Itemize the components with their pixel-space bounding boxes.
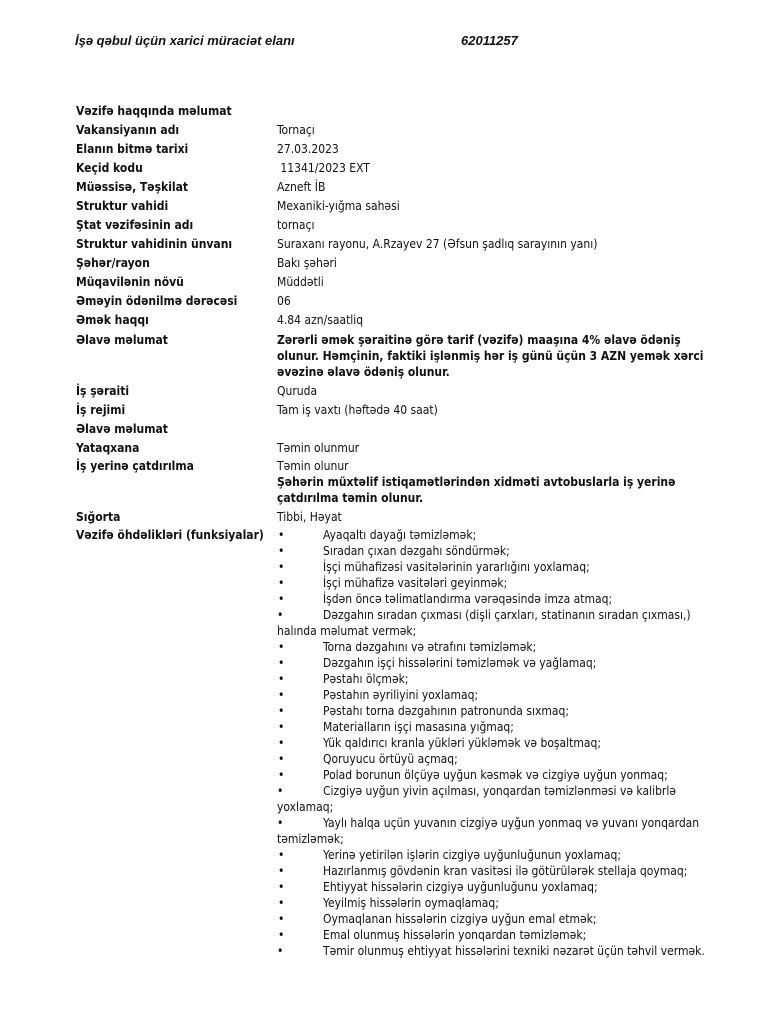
field-value xyxy=(277,458,726,506)
field-label: Sığorta xyxy=(76,510,121,524)
field-row-dormitory xyxy=(76,439,726,458)
list-item xyxy=(277,943,726,959)
field-label: Əmək haqqı xyxy=(76,313,149,327)
duty-text: Ayaqaltı dayağı təmizləmək; xyxy=(323,528,477,542)
duty-text: Təmir olunmuş ehtiyyat hissələrini texniki nəzarət üçün təhvil vermək. xyxy=(323,944,705,958)
list-item xyxy=(277,879,726,895)
field-label: Elanın bitmə tarixi xyxy=(76,142,189,156)
transport-status: Təmin olunur xyxy=(277,459,349,473)
vacancy-info-table xyxy=(76,103,726,959)
bullet-icon: • xyxy=(278,752,285,766)
list-item xyxy=(277,559,726,575)
field-value: Tibbi, Həyat xyxy=(277,510,342,524)
duty-text: Yaylı halqa uçün yuvanın cizgiyə uyğun yonmaq və yuvanı yonqardan təmizləmək; xyxy=(277,816,700,846)
document-header xyxy=(75,33,695,51)
field-label: Əlavə məlumat xyxy=(76,422,168,436)
field-row xyxy=(76,121,726,140)
duty-text: Materialların işçi masasına yığmaq; xyxy=(323,720,514,734)
list-item xyxy=(277,863,726,879)
document-title: İşə qəbul üçün xarici müraciət elanı xyxy=(75,33,295,48)
field-value: Quruda xyxy=(277,384,318,398)
field-row xyxy=(76,273,726,292)
duty-text: Pəstahı ölçmək; xyxy=(323,672,409,686)
field-list xyxy=(76,121,726,330)
duty-text: İşçi mühafizəsi vasitələrinin yararlığını yoxlamaq; xyxy=(323,560,590,574)
list-item xyxy=(277,591,726,607)
field-value: Zərərli əmək şəraitinə görə tarif (vəzifə) maaşına 4% əlavə ödəniş olunur. Həmçinin, faktiki işlənmiş hər iş günü üçün 3 AZN yemək xərci əvəzinə əlavə ödəniş olunur. xyxy=(277,333,704,379)
bullet-icon: • xyxy=(278,928,285,942)
field-value xyxy=(277,420,726,439)
list-item xyxy=(277,655,726,671)
field-label: Vakansiyanın adı xyxy=(76,123,180,137)
duty-text: Dəzgahın sıradan çıxması (dişli çarxları, statinanın sıradan çıxması,) halında məlumat vermək; xyxy=(277,608,691,638)
field-label: Müqavilənin növü xyxy=(76,275,184,289)
field-label: Keçid kodu xyxy=(76,161,143,175)
field-label: Yataqxana xyxy=(76,441,140,455)
bullet-icon: • xyxy=(277,784,284,798)
bullet-icon: • xyxy=(278,592,285,606)
duty-text: Qoruyucu örtüyü açmaq; xyxy=(323,752,458,766)
bullet-icon: • xyxy=(278,768,285,782)
duty-text: Sıradan çıxan dəzgahı söndürmək; xyxy=(323,544,510,558)
field-label: Ştat vəzifəsinin adı xyxy=(76,218,194,232)
field-label: Şəhər/rayon xyxy=(76,256,150,270)
field-row-insurance xyxy=(76,508,726,527)
bullet-icon: • xyxy=(278,912,285,926)
duty-text: Yeyilmiş hissələrin oymaqlamaq; xyxy=(323,896,499,910)
list-item xyxy=(277,767,726,783)
field-value: Azneft İB xyxy=(277,180,326,194)
bullet-icon: • xyxy=(277,816,284,830)
field-row xyxy=(76,178,726,197)
vacancy-code: 62011257 xyxy=(461,33,518,48)
field-label: İş şəraiti xyxy=(76,384,130,398)
bullet-icon: • xyxy=(278,704,285,718)
field-row xyxy=(76,235,726,254)
field-value: Mexaniki-yığma sahəsi xyxy=(277,199,400,213)
transport-details: Şəhərin müxtəlif istiqamətlərindən xidməti avtobuslarla iş yerinə çatdırılma təmin olunur. xyxy=(277,475,676,505)
bullet-icon: • xyxy=(278,576,285,590)
field-label: Vəzifə öhdəlikləri (funksiyalar) xyxy=(76,528,264,542)
field-value: Müddətli xyxy=(277,275,324,289)
bullet-icon: • xyxy=(278,880,285,894)
field-label: İş yerinə çatdırılma xyxy=(76,459,194,473)
duty-text: Dəzgahın işçi hissələrini təmizləmək və yağlamaq; xyxy=(323,656,597,670)
field-row xyxy=(76,140,726,159)
duty-text: Yük qaldırıcı kranla yükləri yükləmək və boşaltmaq; xyxy=(323,736,602,750)
duty-text: Ehtiyyat hissələrin cizgiyə uyğunluğunu yoxlamaq; xyxy=(323,880,598,894)
duty-text: Pəstahı torna dəzgahının patronunda sıxmaq; xyxy=(323,704,569,718)
list-item xyxy=(277,927,726,943)
field-row xyxy=(76,292,726,311)
bullet-icon: • xyxy=(278,528,285,542)
bullet-icon: • xyxy=(278,640,285,654)
bullet-icon: • xyxy=(278,544,285,558)
field-row-extra-info xyxy=(76,332,726,380)
list-item xyxy=(277,751,726,767)
list-item xyxy=(277,895,726,911)
bullet-icon: • xyxy=(278,656,285,670)
field-label: İş rejimi xyxy=(76,403,126,417)
field-value: 4.84 azn/saatliq xyxy=(277,313,364,327)
field-row xyxy=(76,216,726,235)
duty-text: Torna dəzgahını və ətrafını təmizləmək; xyxy=(323,640,537,654)
list-item xyxy=(277,639,726,655)
duty-text: Oymaqlanan hissələrin cizgiyə uyğun emal etmək; xyxy=(323,912,597,926)
field-row-transport xyxy=(76,458,726,506)
field-label: Struktur vahidi xyxy=(76,199,169,213)
field-label: Müəssisə, Təşkilat xyxy=(76,180,189,194)
field-row-work-conditions xyxy=(76,382,726,401)
field-row xyxy=(76,254,726,273)
duty-text: Emal olunmuş hissələrin yonqardan təmizləmək; xyxy=(323,928,587,942)
list-item xyxy=(277,671,726,687)
duty-text: Polad borunun ölçüyə uyğun kəsmək və cizgiyə uyğun yonmaq; xyxy=(323,768,668,782)
list-item xyxy=(277,575,726,591)
list-item xyxy=(277,815,726,847)
field-row xyxy=(76,311,726,330)
bullet-icon: • xyxy=(278,720,285,734)
list-item xyxy=(277,911,726,927)
bullet-icon: • xyxy=(277,944,284,958)
field-value: Tornaçı xyxy=(277,123,315,137)
bullet-icon: • xyxy=(277,608,284,622)
duty-text: İşçi mühafizə vasitələri geyinmək; xyxy=(323,576,508,590)
list-item xyxy=(277,543,726,559)
field-row-extra-info-2 xyxy=(76,420,726,439)
duty-text: Cizgiyə uyğun yivin açılması, yonqardan təmizlənməsi və kalibrlə yoxlamaq; xyxy=(277,784,677,814)
list-item xyxy=(277,735,726,751)
field-value: 27.03.2023 xyxy=(277,142,339,156)
list-item xyxy=(277,527,726,543)
field-value: Tam iş vaxtı (həftədə 40 saat) xyxy=(277,403,438,417)
field-label: Əməyin ödənilmə dərəcəsi xyxy=(76,294,238,308)
field-row xyxy=(76,197,726,216)
list-item xyxy=(277,687,726,703)
bullet-icon: • xyxy=(278,736,285,750)
field-row-duties xyxy=(76,527,726,959)
field-value: Bakı şəhəri xyxy=(277,256,337,270)
field-value: 06 xyxy=(277,294,291,308)
field-value: tornaçı xyxy=(277,218,315,232)
bullet-icon: • xyxy=(278,848,285,862)
list-item xyxy=(277,607,726,639)
list-item xyxy=(277,847,726,863)
field-value: Suraxanı rayonu, A.Rzayev 27 (Əfsun şadlıq sarayının yanı) xyxy=(277,237,598,251)
field-label: Əlavə məlumat xyxy=(76,333,168,347)
bullet-icon: • xyxy=(278,560,285,574)
duty-text: Hazırlanmış gövdənin kran vasitəsi ilə götürülərək stellaja qoymaq; xyxy=(323,864,688,878)
bullet-icon: • xyxy=(278,896,285,910)
field-value: 11341/2023 EXT xyxy=(277,161,370,175)
field-value: Təmin olunmur xyxy=(277,441,360,455)
bullet-icon: • xyxy=(278,864,285,878)
list-item xyxy=(277,703,726,719)
duty-text: İşdən öncə təlimatlandırma vərəqəsində imza atmaq; xyxy=(323,592,613,606)
bullet-icon: • xyxy=(278,688,285,702)
bullet-icon: • xyxy=(278,672,285,686)
list-item xyxy=(277,719,726,735)
duties-container xyxy=(277,527,726,959)
duty-text: Yerinə yetirilən işlərin cizgiyə uyğunluğunun yoxlamaq; xyxy=(323,848,622,862)
field-label: Struktur vahidinin ünvanı xyxy=(76,237,233,251)
field-row-work-mode xyxy=(76,401,726,420)
list-item xyxy=(277,783,726,815)
field-row xyxy=(76,159,726,178)
duty-text: Pəstahın əyriliyini yoxlamaq; xyxy=(323,688,479,702)
section-title: Vəzifə haqqında məlumat xyxy=(76,104,232,118)
duties-list xyxy=(277,527,726,959)
